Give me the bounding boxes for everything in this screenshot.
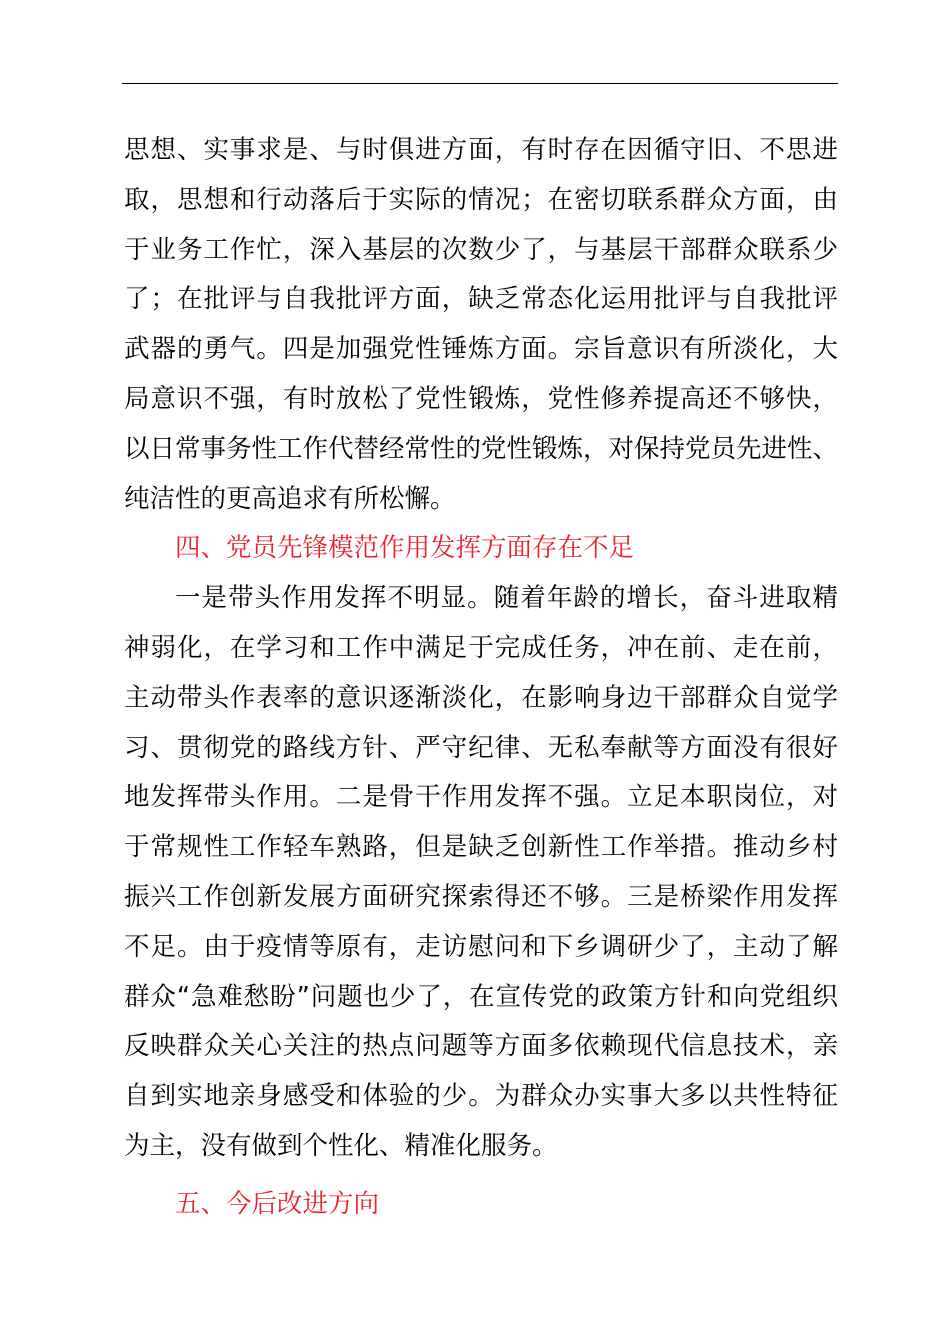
text-line: 习、贯彻党的路线方针、严守纪律、无私奉献等方面没有很好 [124,732,838,763]
text-line: 振兴工作创新发展方面研究探索得还不够。三是桥梁作用发挥 [124,881,838,912]
text-line: 思想、实事求是、与时俱进方面，有时存在因循守旧、不思进 [124,135,838,165]
text-line: 主动带头作表率的意识逐渐淡化，在影响身边干部群众自觉学 [124,682,838,713]
text-line: 于业务工作忙，深入基层的次数少了，与基层干部群众联系少 [124,234,838,265]
text-line: 群众“急难愁盼”问题也少了，在宣传党的政策方针和向党组织 [124,981,838,1012]
text-line: 地发挥带头作用。二是骨干作用发挥不强。立足本职岗位，对 [124,782,838,813]
text-line: 为主，没有做到个性化、精准化服务。 [124,1130,558,1161]
text-line: 一是带头作用发挥不明显。随着年龄的增长，奋斗进取精 [175,583,838,614]
section-heading-4: 四、党员先锋模范作用发挥方面存在不足 [175,533,635,564]
spacer [124,1172,838,1180]
text-line: 取，思想和行动落后于实际的情况；在密切联系群众方面，由 [124,184,838,215]
text-line: 自到实地亲身感受和体验的少。为群众办实事大多以共性特征 [124,1081,838,1112]
document-body [124,126,838,1230]
text-line: 反映群众关心关注的热点问题等方面多依赖现代信息技术，亲 [124,1031,838,1062]
section-4-paragraph [124,574,838,1172]
text-line: 武器的勇气。四是加强党性锤炼方面。宗旨意识有所淡化，大 [124,334,838,365]
text-line: 局意识不强，有时放松了党性锻炼，党性修养提高还不够快， [124,383,838,414]
text-line: 纯洁性的更高追求有所松懈。 [124,483,456,514]
text-line: 以日常事务性工作代替经常性的党性锻炼，对保持党员先进性、 [124,433,839,464]
text-line: 神弱化，在学习和工作中满足于完成任务，冲在前、走在前， [124,632,838,663]
header-rule [122,83,838,84]
text-line: 了；在批评与自我批评方面，缺乏常态化运用批评与自我批评 [124,284,838,315]
text-line: 不足。由于疫情等原有，走访慰问和下乡调研少了，主动了解 [124,931,838,962]
text-line: 于常规性工作轻车熟路，但是缺乏创新性工作举措。推动乡村 [124,832,838,863]
section-heading-5: 五、今后改进方向 [175,1188,380,1219]
paragraph-continued [124,126,838,524]
